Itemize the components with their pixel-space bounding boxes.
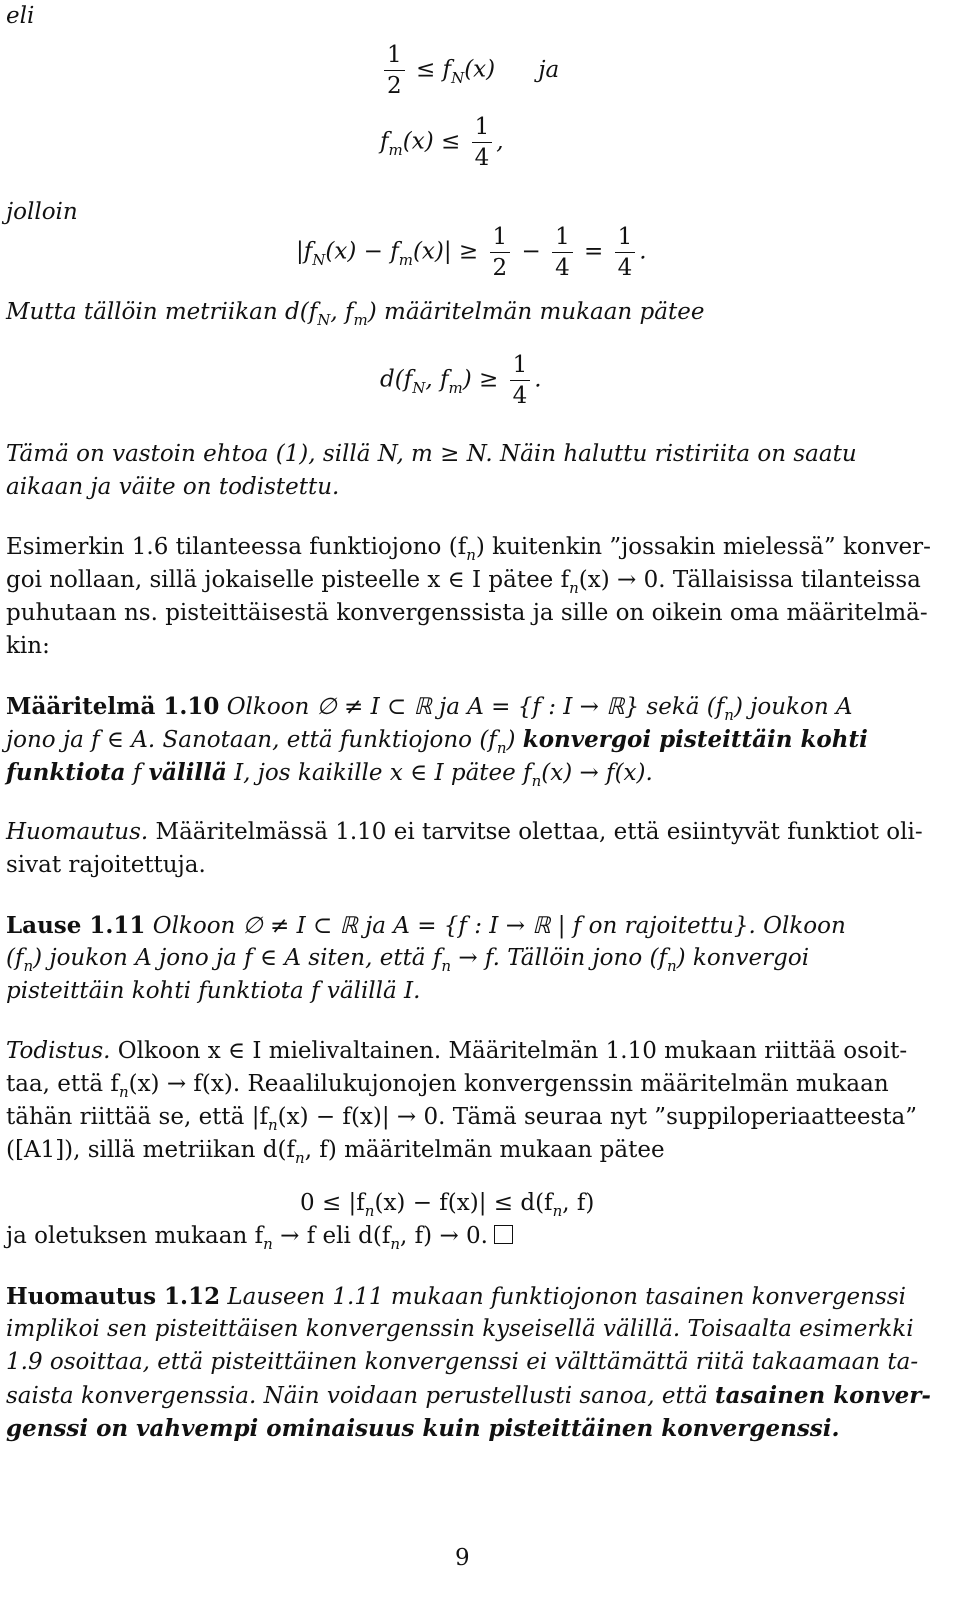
proof: Todistus. Olkoon x ∈ I mielivaltainen. Määritelmän 1.10 mukaan riittää osoit- — [6, 1038, 908, 1064]
text-jolloin: jolloin — [6, 199, 78, 225]
text-eli: eli — [6, 3, 35, 29]
text-esim-3: puhutaan ns. pisteittäisestä konvergenssista ja sille on oikein oma määritelmä- — [6, 600, 928, 626]
text-tama-2: aikaan ja väite on todistettu. — [6, 474, 340, 500]
text-esim-1: Esimerkin 1.6 tilanteessa funktiojono $(f_n)$ kuitenkin ”jossakin mielessä” konver- — [6, 534, 931, 564]
definition-line-3: funktiota f välillä I, jos kaikille x ∈ I pätee $f_n(x) \to f(x)$. — [6, 759, 653, 790]
theorem-line-3: pisteittäin kohti funktiota f välillä I. — [6, 978, 421, 1004]
equation-5: $0 \le |f_n(x) - f(x)| \le d(f_n$, f) — [300, 1190, 595, 1220]
text-tama-1: Tämä on vastoin ehtoa (1), sillä N, m ≥ N. Näin haluttu ristiriita on saatu — [6, 441, 857, 467]
fraction: $\frac{1}{2}$ — [384, 40, 405, 101]
proof-line-4: ([A1]), sillä metriikan $d(f_n$, f) määritelmän mukaan pätee — [6, 1137, 665, 1167]
remark: Huomautus. Määritelmässä 1.10 ei tarvitse olettaa, että esiintyvät funktiot oli- — [6, 819, 923, 845]
text-esim-2: goi nollaan, sillä jokaiselle pisteelle x ∈ I pätee $f_n(x) \to 0$. Tällaisissa tilanteissa — [6, 567, 921, 597]
text-mutta: Mutta tällöin metriikan $d(f_N$, $f_m$) määritelmän mukaan pätee — [6, 299, 705, 329]
remark-1-12: Huomautus 1.12 Lauseen 1.11 mukaan funktiojonon tasainen konvergenssi — [6, 1283, 906, 1310]
definition-title: Määritelmä 1.10 — [6, 693, 220, 720]
equation-2: $f_m(x)$ ≤ $\frac{1}{4}$ , — [380, 114, 504, 171]
remark-1-12-line-3: 1.9 osoittaa, että pisteittäinen konvergenssi ei välttämättä riitä takaamaan ta- — [6, 1349, 919, 1375]
definition-line-2: jono ja f ∈ A. Sanotaan, että funktiojono $(f_n)$ konvergoi pisteittäin kohti — [6, 726, 868, 757]
text-ja: ja — [538, 56, 560, 83]
text-esim-4: kin: — [6, 633, 50, 659]
equation-3: $|f_N(x) - f_m(x)|$ ≥ $\frac{1}{2}$ − $\frac{1}{4}$ = $\frac{1}{4}$ . — [296, 224, 647, 281]
qed-square-icon — [494, 1225, 513, 1244]
equation-4: $d(f_N$, $f_m$) ≥ $\frac{1}{4}$ . — [380, 352, 542, 409]
remark-1-12-line-2: implikoi sen pisteittäisen konvergenssin kyseisellä välillä. Toisaalta esimerkki — [6, 1316, 914, 1342]
fraction: $\frac{1}{4}$ — [472, 112, 493, 173]
remark-1-12-line-4: saista konvergenssia. Näin voidaan perustellusti sanoa, että tasainen konver- — [6, 1382, 931, 1409]
page-number: 9 — [455, 1545, 470, 1571]
proof-line-5: ja oletuksen mukaan $f_n \to f$ eli $d(f_n$, f) → 0. — [6, 1220, 942, 1255]
theorem-line-2: $(f_n)$ joukon A jono ja f ∈ A siten, että $f_n \to f$. Tällöin jono $(f_n)$ konvergoi — [6, 945, 810, 975]
theorem-title: Lause 1.11 — [6, 912, 146, 939]
definition-1-10: Määritelmä 1.10 Olkoon ∅ ≠ I ⊂ ℝ ja A = {f : I → ℝ} sekä $(f_n)$ joukon A — [6, 693, 853, 724]
theorem-1-11: Lause 1.11 Olkoon ∅ ≠ I ⊂ ℝ ja A = {f : I → ℝ | f on rajoitettu}. Olkoon — [6, 912, 846, 939]
proof-line-2: taa, että $f_n(x) \to f(x)$. Reaalilukujonojen konvergenssin määritelmän mukaan — [6, 1071, 889, 1101]
equation-1: $\frac{1}{2}$ ≤ $f_N(x)$ ja — [380, 40, 559, 101]
remark-line-2: sivat rajoitettuja. — [6, 852, 206, 878]
remark-1-12-line-5: genssi on vahvempi ominaisuus kuin pisteittäinen konvergenssi. — [6, 1415, 840, 1442]
proof-line-3: tähän riittää se, että $|f_n(x) - f(x)| \to 0$. Tämä seuraa nyt ”suppiloperiaatteesta” — [6, 1104, 918, 1134]
